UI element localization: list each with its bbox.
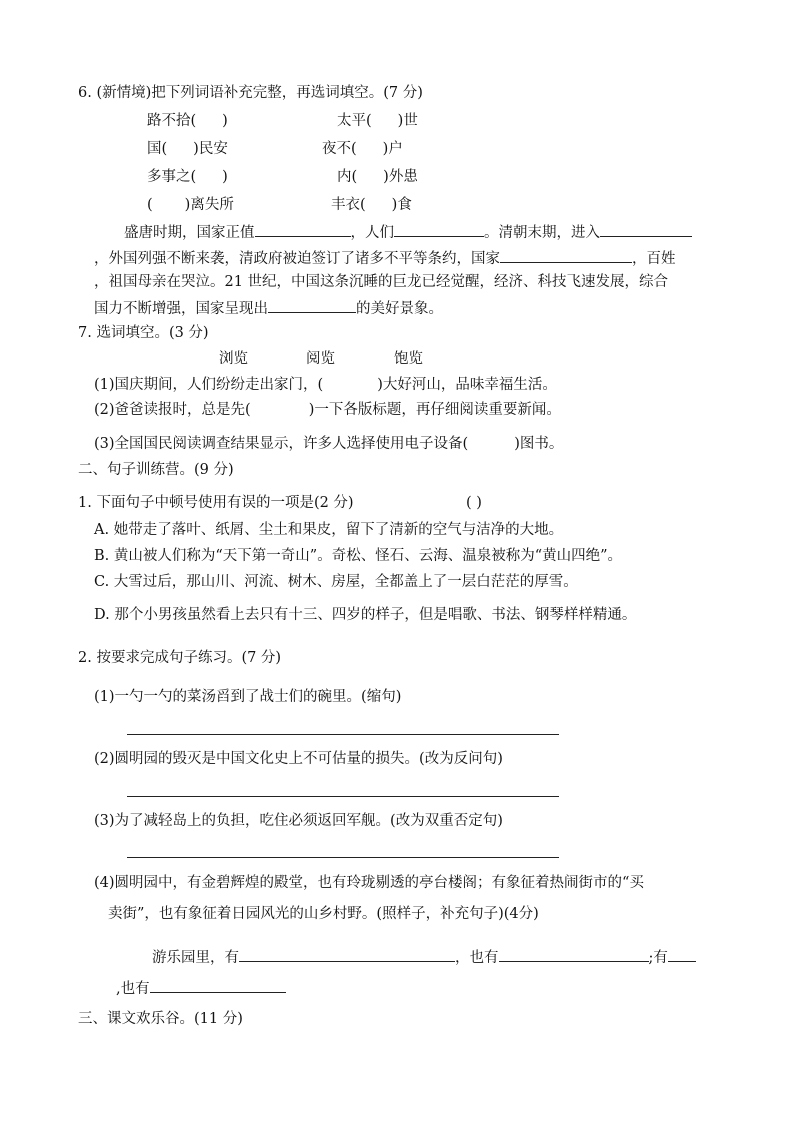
idiom-5: 多事之( ) — [147, 169, 228, 185]
s2-q1-option-b: B. 黄山被人们称为“天下第一奇山”。奇松、怪石、云海、温泉被称为“黄山四绝”。 — [94, 548, 623, 564]
q7-option-1: 浏览 — [219, 351, 248, 367]
q7-option-3: 饱览 — [394, 351, 423, 367]
section-2-title: 二、句子训练营。(9 分) — [78, 462, 234, 478]
answer-line-3[interactable] — [127, 857, 559, 858]
s2-q2-item-1: (1)一勺一勺的菜汤舀到了战士们的碗里。(缩句) — [94, 689, 402, 705]
q6-title: 6. (新情境)把下列词语补充完整，再选词填空。(7 分) — [78, 85, 423, 101]
idiom-1: 路不拾( ) — [147, 113, 228, 129]
idiom-4: 夜不( )户 — [322, 141, 403, 157]
q6-para-line3: ，祖国母亲在哭泣。21 世纪，中国这条沉睡的巨龙已经觉醒，经济、科技飞速发展，综合 — [94, 274, 669, 290]
answer-line-1[interactable] — [127, 734, 559, 735]
q7-option-2: 阅览 — [306, 351, 335, 367]
s2-q1-title: 1. 下面句子中顿号使用有误的一项是(2 分) — [78, 495, 354, 511]
idiom-7: ( )离失所 — [147, 197, 234, 213]
idiom-2: 太平( )世 — [337, 113, 418, 129]
section-3-title: 三、课文欢乐谷。(11 分) — [78, 1011, 243, 1027]
s2-q1-option-a: A. 她带走了落叶、纸屑、尘土和果皮，留下了清新的空气与洁净的大地。 — [94, 522, 564, 538]
s2-q2-fill-line1[interactable]: 游乐园里，有 ，也有 ;有 — [152, 946, 696, 968]
s2-q1-option-c: C. 大雪过后，那山川、河流、树木、房屋，全都盖上了一层白茫茫的厚雪。 — [94, 574, 578, 590]
answer-line-2[interactable] — [127, 796, 559, 797]
s2-q2-item-2: (2)圆明园的毁灭是中国文化史上不可估量的损失。(改为反问句) — [94, 751, 503, 767]
q7-item-3: (3)全国国民阅读调查结果显示，许多人选择使用电子设备( )图书。 — [94, 436, 564, 452]
s2-q2-title: 2. 按要求完成句子练习。(7 分) — [78, 650, 282, 666]
idiom-6: 内( )外患 — [337, 169, 418, 185]
q7-item-1: (1)国庆期间，人们纷纷走出家门，( )大好河山，品味幸福生活。 — [94, 377, 557, 393]
q7-title: 7. 选词填空。(3 分) — [78, 325, 209, 341]
q6-para-line1: 盛唐时期，国家正值 ，人们 。清朝末期，进入 — [124, 221, 692, 243]
q6-para-line4: 国力不断增强，国家呈现出 的美好景象。 — [94, 297, 443, 319]
s2-q1-option-d: D. 那个小男孩虽然看上去只有十三、四岁的样子，但是唱歌、书法、钢琴样样精通。 — [94, 607, 637, 623]
q6-para-line2: ，外国列强不断来袭，清政府被迫签订了诸多不平等条约，国家 ，百姓 — [94, 247, 676, 269]
q7-item-2: (2)爸爸读报时，总是先( )一下各版标题，再仔细阅读重要新闻。 — [94, 402, 561, 418]
idiom-8: 丰衣( )食 — [331, 197, 412, 213]
s2-q2-item-4-line1: (4)圆明园中，有金碧辉煌的殿堂，也有玲珑剔透的亭台楼阁；有象征着热闹街市的“买 — [94, 875, 644, 891]
s2-q1-answer-bracket: ( ) — [466, 495, 482, 511]
idiom-3: 国( )民安 — [147, 141, 228, 157]
s2-q2-item-3: (3)为了减轻岛上的负担，吃住必须返回军舰。(改为双重否定句) — [94, 813, 503, 829]
s2-q2-item-4-line2: 卖街”，也有象征着日园风光的山乡村野。(照样子，补充句子)(4分) — [108, 906, 539, 922]
s2-q2-fill-line2[interactable]: ,也有 — [116, 977, 286, 999]
